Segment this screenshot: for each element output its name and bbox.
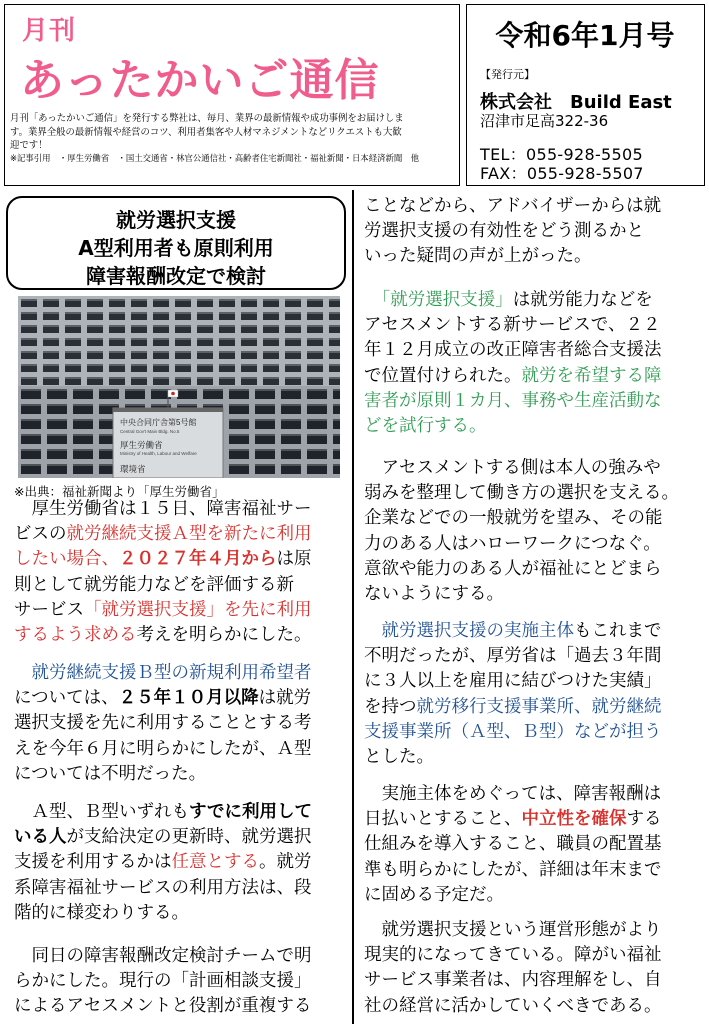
text-line: サービス「就労選択支援」を先に利用 xyxy=(14,599,312,620)
text-line: いった疑問の声が上がった。 xyxy=(364,246,592,267)
left-paragraph-4 xyxy=(14,944,350,1020)
publisher-tel: TEL：055-928-5505 xyxy=(480,145,643,164)
text-line: 企業などでの一般就労を望み、その能 xyxy=(364,508,663,529)
text-line: 支援事業所（Ａ型、Ｂ型）などが担う xyxy=(364,721,662,742)
text-line: したい場合、２０２７年４月からは原 xyxy=(14,549,312,570)
text-line: によるアセスメントと役割が重複する xyxy=(14,996,312,1017)
sign-ministry-en: Ministry of Health, Labour and Welfare xyxy=(120,451,197,456)
masthead-title: あったかいご通信 xyxy=(20,55,380,106)
sign-subtitle: Central Gov't Main Bldg. No.5 xyxy=(120,429,180,434)
masthead-monthly: 月刊 xyxy=(22,16,77,46)
text-line: 日払いとすること、中立性を確保する xyxy=(364,809,662,830)
right-paragraph-3 xyxy=(364,456,706,607)
text-line: 就労選択支援という運営形態がより xyxy=(364,920,662,940)
text-line: で位置付けられた。就労を希望する障 xyxy=(364,365,662,386)
text-line: アセスメントする側は本人の強みや xyxy=(364,458,661,478)
sign-ministry: 厚生労働省 xyxy=(120,440,163,450)
publisher-address: 沼津市足高322-36 xyxy=(480,112,609,130)
text-line: アセスメントする新サービスで、２２ xyxy=(364,315,661,336)
text-line: 力のある人はハローワークにつなぐ。 xyxy=(364,533,661,554)
text-line: 厚生労働省は１５日、障害福祉サー xyxy=(14,499,312,519)
text-line: 実施主体をめぐっては、障害報酬は xyxy=(364,784,662,804)
intro-text: 月刊「あったかいご通信」を発行する弊社は、毎月、業界の最新情報や成功事例をお届けしま す。業界全般の最新情報や経営のコツ、利用者集客や人材マネジメントなどリクエストも大歓 迎です！ xyxy=(10,113,404,151)
sign-title: 中央合同庁舎第5号館 xyxy=(120,418,197,427)
text-line: 同日の障害報酬改定検討チームで明 xyxy=(14,946,312,966)
text-line: 仕組みを導入すること、職員の配置基 xyxy=(364,834,662,855)
text-line: 不明だったが、厚労省は「過去３年間 xyxy=(364,646,662,667)
right-paragraph-5 xyxy=(364,782,706,908)
left-paragraph-2 xyxy=(14,661,350,787)
issue-date: 令和6年1月号 xyxy=(495,19,675,52)
text-line: ないようにする。 xyxy=(364,583,504,604)
text-line: を持つ就労移行支援事業所、就労継続 xyxy=(364,696,662,717)
publisher-company: 株式会社 Build East xyxy=(480,92,672,113)
text-line: 階的に様変わりする。 xyxy=(14,902,189,923)
text-line: 系障害福祉サービスの利用方法は、段 xyxy=(14,877,312,898)
text-line: いる人が支給決定の更新時、就労選択 xyxy=(14,827,312,848)
left-paragraph-1 xyxy=(14,497,350,648)
text-line: するよう求める考えを明らかにした。 xyxy=(14,624,312,645)
text-line: 害者が原則１カ月、事務や生産活動な xyxy=(364,390,662,411)
text-line: 就労選択支援の実施主体もこれまで xyxy=(381,621,662,641)
building-image xyxy=(18,296,340,478)
text-line: 意欲や能力のある人が福祉にとどまら xyxy=(364,558,662,579)
text-line: 則として就労能力などを評価する新 xyxy=(14,574,294,595)
text-line: 労選択支援の有効性をどう測るかと xyxy=(364,221,644,242)
text-line: 弱みを整理して働き方の選択を支える。 xyxy=(364,483,679,504)
text-line: ビスの就労継続支援Ａ型を新たに利用 xyxy=(14,524,312,545)
ministry-building-photo xyxy=(18,296,340,478)
text-line: に固める予定だ。 xyxy=(364,884,504,905)
text-line: 選択支援を先に利用することとする考 xyxy=(14,713,312,734)
left-paragraph-3 xyxy=(14,800,350,926)
right-paragraph-6 xyxy=(364,918,706,1019)
right-paragraph-4 xyxy=(364,619,706,770)
text-line: 社の経営に活かしていくべきである。 xyxy=(364,995,662,1016)
text-line: 就労継続支援Ｂ型の新規利用希望者 xyxy=(14,663,312,683)
text-line: 準も明らかにしたが、詳細は年末まで xyxy=(364,859,662,880)
text-line: とした。 xyxy=(364,746,434,767)
publisher-label: 【発行元】 xyxy=(480,68,535,81)
headline-box xyxy=(6,196,346,290)
text-line: については、２５年１０月以降は就労 xyxy=(14,688,312,709)
column-divider xyxy=(352,190,354,1024)
text-line: については不明だった。 xyxy=(14,763,207,784)
text-line: どを試行する。 xyxy=(364,415,487,436)
text-line: 「就労選択支援」は就労能力などを xyxy=(381,290,653,310)
headline-line-1: 就労選択支援 xyxy=(116,208,236,232)
text-line: Ａ型、Ｂ型いずれもすでに利用して xyxy=(14,802,313,822)
sign-environment: 環境省 xyxy=(120,464,146,474)
source-list: ※記事引用 ・厚生労働省 ・国土交通省・林官公通信社・高齢者住宅新聞社・福祉新聞・日本経済新聞 他 xyxy=(10,153,420,163)
text-line: に３人以上を雇用に結びつけた実績」 xyxy=(364,671,662,692)
text-line: ことなどから、アドバイザーからは就 xyxy=(364,196,662,216)
headline-line-2: A型利用者も原則利用 xyxy=(78,236,274,260)
headline-line-3: 障害報酬改定で検討 xyxy=(86,264,266,288)
publisher-fax: FAX：055-928-5507 xyxy=(480,164,644,183)
text-line: サービス事業者は、内容理解をし、自 xyxy=(364,970,662,991)
text-line: 年１２月成立の改正障害者総合支援法 xyxy=(364,340,662,361)
right-paragraph-2 xyxy=(364,288,706,439)
right-paragraph-1 xyxy=(364,194,706,270)
photo-caption: ※出典：福祉新聞より「厚生労働省」 xyxy=(14,484,225,499)
text-line: 支援を利用するかは任意とする。就労 xyxy=(14,852,312,873)
text-line: 現実的になってきている。障がい福祉 xyxy=(364,945,662,966)
text-line: らかにした。現行の「計画相談支援」 xyxy=(14,971,312,992)
text-line: えを今年６月に明らかにしたが、Ａ型 xyxy=(14,738,312,759)
